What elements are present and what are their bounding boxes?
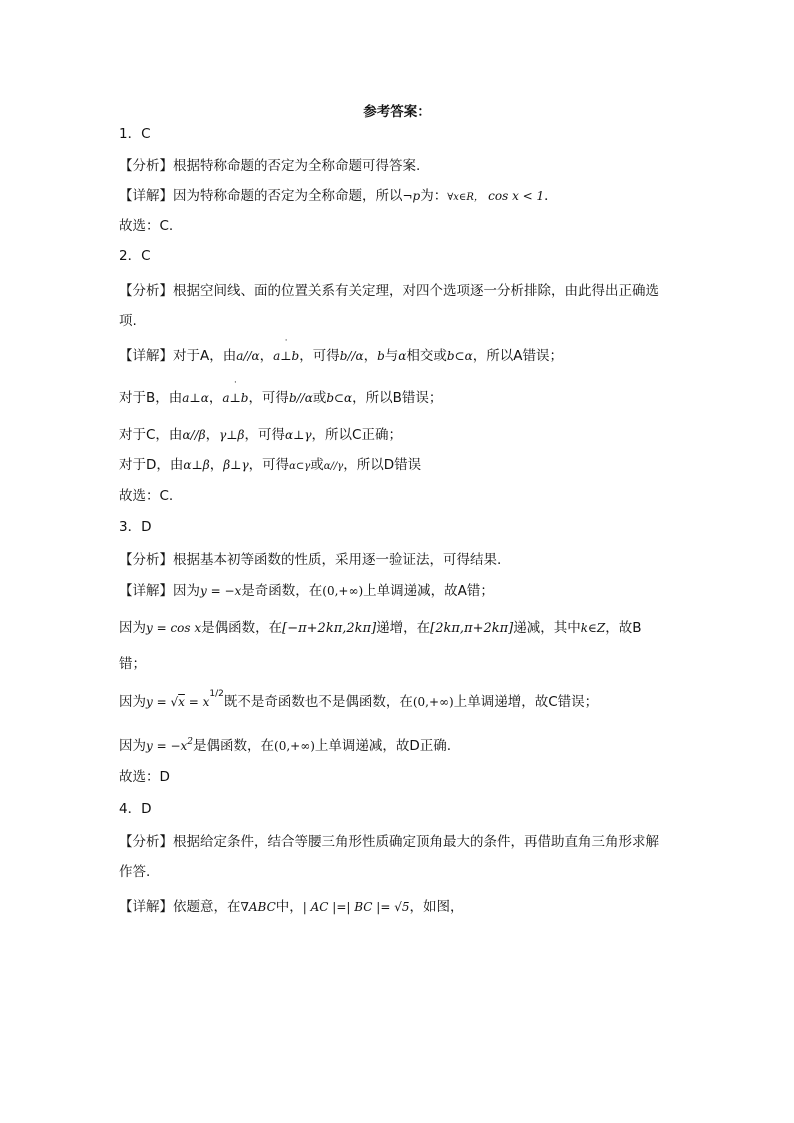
- q2-d-mid: ，可得: [248, 457, 290, 473]
- q1-choice: 故选：C.: [119, 218, 174, 234]
- q2-c-math-2: γ⊥β: [219, 428, 245, 442]
- q3-a-math-2: (0,+∞): [322, 584, 364, 598]
- q3-a-math-1: y = −x: [200, 584, 242, 598]
- q3-option-d: [119, 732, 451, 756]
- q3-number: 3．D: [119, 519, 152, 535]
- q2-a-math-4: b: [377, 349, 385, 363]
- q3-d-math-2: (0,+∞): [274, 739, 315, 753]
- q3-option-b-cont: 错；: [119, 656, 146, 672]
- q2-option-b: 对于B，由a⊥α，˙ a⊥b，可得b//α或b⊂α，所以B错误；: [119, 388, 442, 408]
- q3-c-end: 上单调递增，故C错误；: [453, 694, 599, 710]
- q3-b-math-1: y = cos x: [146, 621, 202, 635]
- q4-detail-end: ，如图，: [409, 899, 464, 915]
- q3-a-mid: 是奇函数，在: [241, 583, 323, 599]
- q2-b-math-2: ˙ a⊥b: [222, 388, 248, 408]
- q3-d-math-exp: 2: [187, 737, 194, 747]
- q2-option-d: 对于D，由α⊥β，β⊥γ，可得α⊂γ或α//γ，所以D错误: [119, 457, 422, 473]
- q1-detail-pre: 【详解】因为特称命题的否定为全称命题，所以: [119, 188, 403, 204]
- q2-b-end: ，所以B错误；: [352, 390, 443, 406]
- q2-c-end: ，所以C正确；: [311, 427, 402, 443]
- q4-analysis-2: 作答.: [119, 864, 151, 880]
- q3-c-pre: 因为: [119, 694, 146, 710]
- q2-analysis-2: 项.: [119, 313, 137, 329]
- q2-c-pre: 对于C，由: [119, 427, 183, 443]
- q2-b-math-4: b⊂α: [326, 391, 353, 405]
- q3-b-math-3: [2kπ,π+2kπ]: [430, 621, 514, 636]
- q2-d-math-2: β⊥γ: [223, 458, 249, 472]
- q2-b-math-3: b//α: [288, 391, 313, 405]
- q2-b-math-1: a⊥α: [182, 391, 209, 405]
- q3-choice: 故选：D: [119, 769, 170, 785]
- q3-analysis: 【分析】根据基本初等函数的性质，采用逐一验证法，可得结果.: [119, 552, 502, 568]
- q2-a-math-2: ˙ a⊥b: [273, 346, 299, 366]
- q3-option-a: [119, 581, 494, 601]
- q2-c-mid: ，可得: [244, 427, 285, 443]
- q3-option-b: [119, 618, 642, 639]
- q3-b-math-2: [−π+2kπ,2kπ]: [282, 621, 377, 636]
- q2-a-math-5: α: [398, 349, 407, 363]
- q4-number: 4．D: [119, 801, 152, 817]
- q4-analysis-1: 【分析】根据给定条件，结合等腰三角形性质确定顶角最大的条件，再借助直角三角形求解: [119, 834, 659, 850]
- q1-number: 1．C: [119, 126, 151, 142]
- q1-analysis: 【分析】根据特称命题的否定为全称命题可得答案.: [119, 158, 421, 174]
- q2-c-math-1: α//β: [182, 428, 206, 442]
- q3-c-math-exp: 1/2: [209, 689, 224, 699]
- q3-b-mid2: 递增，在: [376, 620, 431, 636]
- q2-b-pre: 对于B，由: [119, 390, 183, 406]
- q2-choice: 故选：C.: [119, 488, 174, 504]
- q3-c-sqrt-sign: √: [170, 695, 179, 709]
- q2-option-c: 对于C，由α//β，γ⊥β，可得α⊥γ，所以C正确；: [119, 427, 402, 443]
- q4-detail-pre: 【详解】依题意，在: [119, 899, 241, 915]
- q3-c-sqrt-arg: x: [178, 695, 185, 709]
- q1-detail: [119, 186, 558, 208]
- q3-c-mid: 既不是奇函数也不是偶函数，在: [223, 694, 413, 710]
- q2-a-mid2: ，: [363, 348, 378, 364]
- q4-math-lengths: | AC |=| BC |= √5: [302, 900, 410, 914]
- q3-option-c: [119, 690, 598, 712]
- q2-a-mid3: 与: [384, 348, 399, 364]
- q2-option-a: 【详解】对于A，由a//α，˙ a⊥b，可得b//α，b与α相交或b⊂α，所以A错误；: [119, 346, 563, 366]
- q3-d-mid: 是偶函数，在: [193, 738, 275, 754]
- q3-b-mid3: 递减，其中: [513, 620, 581, 636]
- q1-math-cos: cos x < 1: [488, 189, 545, 203]
- q2-a-math-3: b//α: [339, 349, 364, 363]
- q3-d-math-1: y = −x: [146, 739, 188, 753]
- q2-a-mid4: 相交或: [406, 348, 447, 364]
- q2-b-or: 或: [312, 390, 327, 406]
- q2-a-end: ，所以A错误；: [472, 348, 563, 364]
- q2-d-math-1: α⊥β: [183, 458, 210, 472]
- q2-d-or: 或: [310, 457, 324, 473]
- q2-a-math-1: a//α: [236, 349, 260, 363]
- q2-c-math-3: α⊥γ: [284, 428, 312, 442]
- q2-a-mid: ，可得: [299, 348, 340, 364]
- q1-detail-mid: 为：: [420, 188, 448, 204]
- q3-d-pre: 因为: [119, 738, 146, 754]
- q1-math-np: ¬p: [402, 189, 421, 203]
- q3-d-end: 上单调递减，故D正确.: [314, 738, 452, 754]
- q1-math-forall: ∀x∈R，: [447, 192, 484, 203]
- q2-d-math-3: α⊂γ: [289, 461, 311, 472]
- q2-a-math-6: b⊂α: [446, 349, 473, 363]
- q4-math-triangle: ∇ABC: [240, 900, 276, 914]
- q2-d-pre: 对于D，由: [119, 457, 184, 473]
- q3-b-pre: 因为: [119, 620, 146, 636]
- q3-b-math-4: k∈Z: [580, 621, 606, 635]
- q3-c-math-2: (0,+∞): [412, 695, 454, 709]
- q2-analysis-1: 【分析】根据空间线、面的位置关系有关定理，对四个选项逐一分析排除，由此得出正确选: [119, 283, 659, 299]
- q4-detail: [119, 897, 464, 917]
- q2-d-math-4: α//γ: [323, 461, 344, 472]
- q3-a-pre: 【详解】因为: [119, 583, 200, 599]
- q3-c-math-eq: = x: [184, 695, 210, 709]
- q2-a-pre: 【详解】对于A，由: [119, 348, 237, 364]
- page-title: 参考答案：: [363, 104, 431, 120]
- q4-detail-mid: 中，: [275, 899, 303, 915]
- q2-b-mid: ，可得: [248, 390, 289, 406]
- q2-number: 2．C: [119, 248, 151, 264]
- q3-c-math-1: y =: [146, 695, 171, 709]
- q3-a-end: 上单调递减，故A错；: [363, 583, 494, 599]
- q3-b-mid: 是偶函数，在: [201, 620, 283, 636]
- q3-b-end: ，故B: [605, 620, 642, 636]
- q2-d-end: ，所以D错误: [343, 457, 422, 473]
- q1-detail-end: ．: [544, 188, 558, 204]
